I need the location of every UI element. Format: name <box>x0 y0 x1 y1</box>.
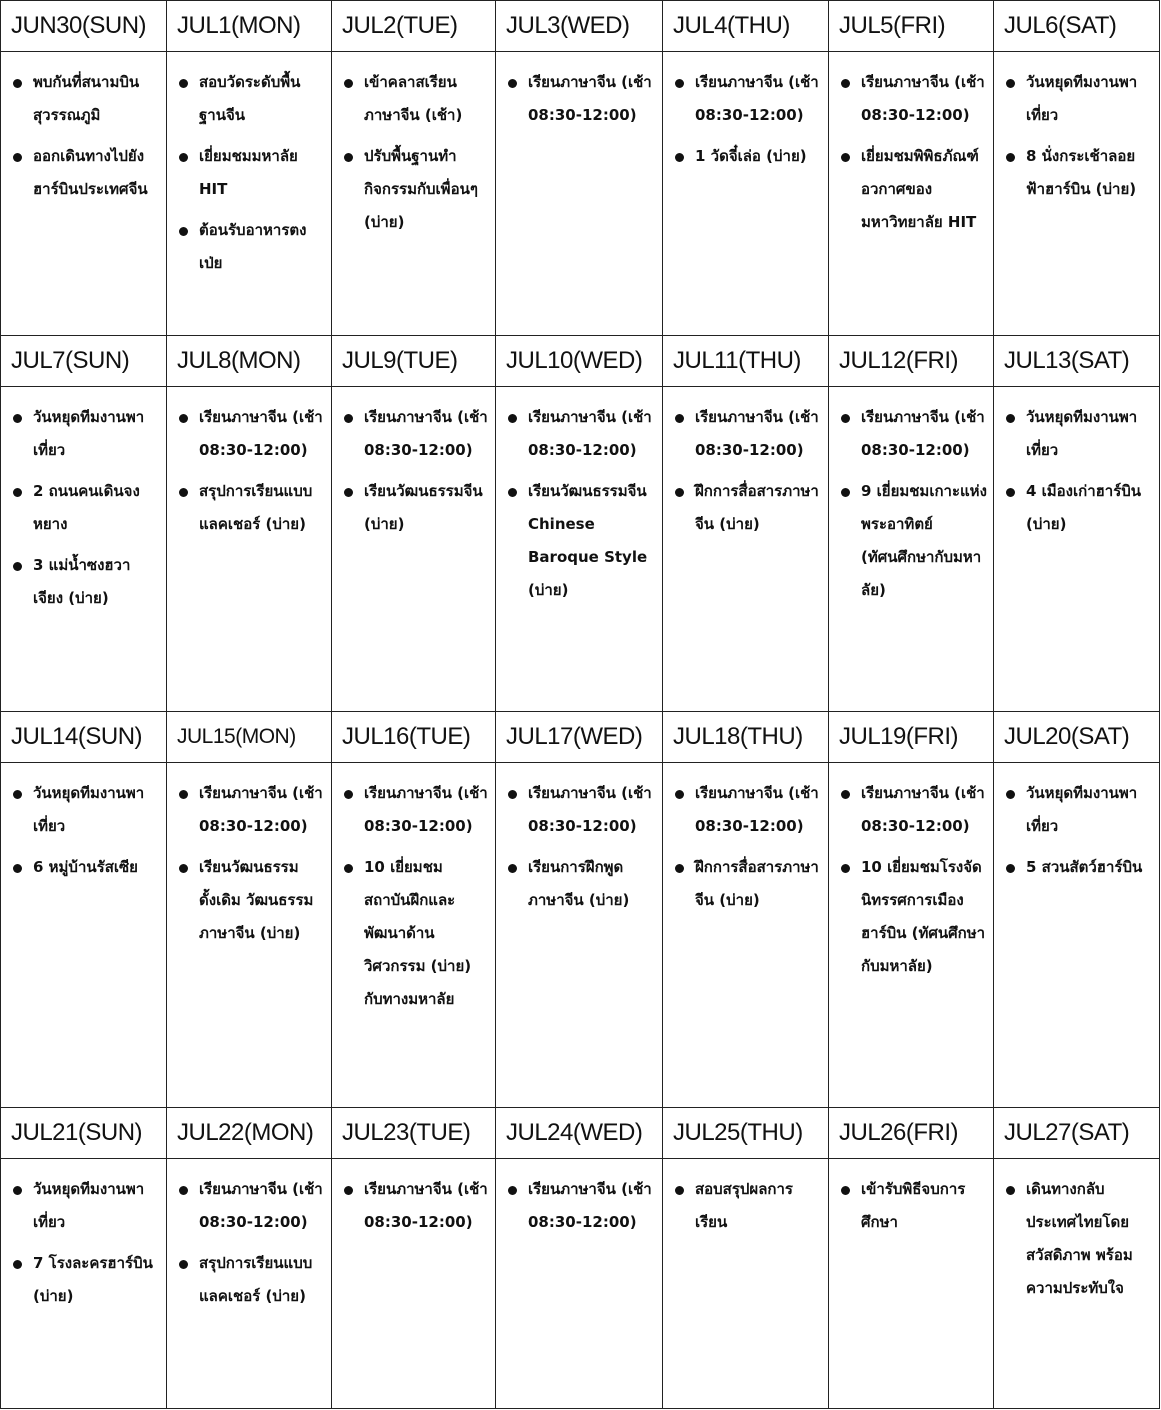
activity-list <box>11 401 160 615</box>
activity-item: เรียนภาษาจีน (เช้า 08:30-12:00) <box>673 777 822 843</box>
activity-list <box>177 1173 325 1313</box>
day-header: JUL11(THU) <box>663 336 829 387</box>
activity-item: เรียนภาษาจีน (เช้า 08:30-12:00) <box>506 66 656 132</box>
day-cell <box>332 387 496 712</box>
activity-item: เรียนภาษาจีน (เช้า 08:30-12:00) <box>839 777 987 843</box>
week-2-body-row <box>1 387 1160 712</box>
activity-item: วันหยุดทีมงานพาเที่ยว <box>11 777 160 843</box>
day-cell <box>663 1159 829 1409</box>
activity-list <box>506 1173 656 1239</box>
day-cell <box>332 52 496 336</box>
activity-item: เดินทางกลับประเทศไทยโดยสวัสดิภาพ พร้อมความประทับใจ <box>1004 1173 1153 1305</box>
activity-item: 7 โรงละครฮาร์บิน (บ่าย) <box>11 1247 160 1313</box>
day-cell <box>496 1159 663 1409</box>
activity-item: เรียนภาษาจีน (เช้า 08:30-12:00) <box>506 1173 656 1239</box>
day-cell <box>1 52 167 336</box>
week-2-header-row <box>1 336 1160 387</box>
day-cell <box>829 763 994 1108</box>
activity-item: วันหยุดทีมงานพาเที่ยว <box>1004 401 1153 467</box>
activity-item: 9 เยี่ยมชมเกาะแห่งพระอาทิตย์ (ทัศนศึกษากับมหาลัย) <box>839 475 987 607</box>
day-cell <box>167 52 332 336</box>
day-cell <box>496 52 663 336</box>
activity-item: เรียนภาษาจีน (เช้า 08:30-12:00) <box>342 401 489 467</box>
activity-list <box>839 777 987 983</box>
activity-item: วันหยุดทีมงานพาเที่ยว <box>1004 777 1153 843</box>
activity-item: 10 เยี่ยมชมสถาบันฝึกและพัฒนาด้านวิศวกรรม (บ่าย) กับทางมหาลัย <box>342 851 489 1016</box>
activity-list <box>506 66 656 132</box>
week-3-header-row <box>1 712 1160 763</box>
activity-item: เรียนภาษาจีน (เช้า 08:30-12:00) <box>839 401 987 467</box>
day-header: JUL9(TUE) <box>332 336 496 387</box>
activity-item: ฝึกการสื่อสารภาษาจีน (บ่าย) <box>673 851 822 917</box>
week-4-header-row <box>1 1108 1160 1159</box>
day-header: JUL25(THU) <box>663 1108 829 1159</box>
activity-item: เรียนภาษาจีน (เช้า 08:30-12:00) <box>673 401 822 467</box>
activity-list <box>1004 1173 1153 1305</box>
day-header: JUL27(SAT) <box>994 1108 1160 1159</box>
activity-item: เรียนภาษาจีน (เช้า 08:30-12:00) <box>839 66 987 132</box>
week-1-body-row <box>1 52 1160 336</box>
activity-item: สรุปการเรียนแบบแลคเชอร์ (บ่าย) <box>177 1247 325 1313</box>
day-cell <box>1 1159 167 1409</box>
activity-item: เรียนวัฒนธรรมดั้งเดิม วัฒนธรรมภาษาจีน (บ่าย) <box>177 851 325 950</box>
activity-list <box>11 1173 160 1313</box>
activity-list <box>11 66 160 206</box>
activity-list <box>839 401 987 607</box>
activity-item: เรียนการฝึกพูดภาษาจีน (บ่าย) <box>506 851 656 917</box>
activity-list <box>673 66 822 173</box>
activity-item: เรียนวัฒนธรรมจีน (บ่าย) <box>342 475 489 541</box>
day-header: JUL19(FRI) <box>829 712 994 763</box>
activity-list <box>11 777 160 884</box>
activity-item: วันหยุดทีมงานพาเที่ยว <box>11 401 160 467</box>
activity-list <box>673 777 822 917</box>
day-cell <box>167 763 332 1108</box>
day-header: JUL24(WED) <box>496 1108 663 1159</box>
day-cell <box>994 763 1160 1108</box>
day-header: JUL6(SAT) <box>994 1 1160 52</box>
activity-item: 2 ถนนคนเดินจงหยาง <box>11 475 160 541</box>
activity-item: เข้าคลาสเรียนภาษาจีน (เช้า) <box>342 66 489 132</box>
day-cell <box>332 763 496 1108</box>
activity-item: 5 สวนสัตว์ฮาร์บิน <box>1004 851 1153 884</box>
activity-item: เรียนภาษาจีน (เช้า 08:30-12:00) <box>177 1173 325 1239</box>
day-header: JUL15(MON) <box>167 712 332 763</box>
activity-item: 4 เมืองเก่าฮาร์บิน (บ่าย) <box>1004 475 1153 541</box>
day-cell <box>167 387 332 712</box>
activity-item: เรียนภาษาจีน (เช้า 08:30-12:00) <box>673 66 822 132</box>
activity-item: สอบวัดระดับพื้นฐานจีน <box>177 66 325 132</box>
day-header: JUL23(TUE) <box>332 1108 496 1159</box>
day-header: JUL18(THU) <box>663 712 829 763</box>
activity-item: 1 วัดจี๋เล่อ (บ่าย) <box>673 140 822 173</box>
activity-item: วันหยุดทีมงานพาเที่ยว <box>11 1173 160 1239</box>
activity-item: 6 หมู่บ้านรัสเซีย <box>11 851 160 884</box>
day-cell <box>663 52 829 336</box>
day-header: JUL7(SUN) <box>1 336 167 387</box>
day-cell <box>663 387 829 712</box>
day-header: JUL2(TUE) <box>332 1 496 52</box>
day-header: JUL1(MON) <box>167 1 332 52</box>
day-cell <box>332 1159 496 1409</box>
day-header: JUL5(FRI) <box>829 1 994 52</box>
day-cell <box>167 1159 332 1409</box>
activity-list <box>673 401 822 541</box>
activity-item: เรียนภาษาจีน (เช้า 08:30-12:00) <box>177 777 325 843</box>
activity-item: เรียนภาษาจีน (เช้า 08:30-12:00) <box>177 401 325 467</box>
day-header: JUL10(WED) <box>496 336 663 387</box>
activity-item: ฝึกการสื่อสารภาษาจีน (บ่าย) <box>673 475 822 541</box>
activity-list <box>673 1173 822 1239</box>
activity-list <box>342 1173 489 1239</box>
day-header: JUL12(FRI) <box>829 336 994 387</box>
activity-item: พบกันที่สนามบินสุวรรณภูมิ <box>11 66 160 132</box>
day-cell <box>994 1159 1160 1409</box>
day-header: JUL17(WED) <box>496 712 663 763</box>
day-cell <box>1 763 167 1108</box>
activity-item: ต้อนรับอาหารตงเป่ย <box>177 214 325 280</box>
activity-list <box>839 66 987 239</box>
activity-list <box>342 401 489 541</box>
day-cell <box>829 387 994 712</box>
day-header: JUL14(SUN) <box>1 712 167 763</box>
activity-item: เรียนวัฒนธรรมจีน Chinese Baroque Style (บ่าย) <box>506 475 656 607</box>
activity-item: เรียนภาษาจีน (เช้า 08:30-12:00) <box>342 1173 489 1239</box>
day-cell <box>1 387 167 712</box>
activity-list <box>1004 777 1153 884</box>
day-cell <box>829 52 994 336</box>
week-3-body-row <box>1 763 1160 1108</box>
activity-item: เรียนภาษาจีน (เช้า 08:30-12:00) <box>342 777 489 843</box>
day-header: JUL4(THU) <box>663 1 829 52</box>
day-header: JUL13(SAT) <box>994 336 1160 387</box>
activity-list <box>177 401 325 541</box>
activity-item: สอบสรุปผลการเรียน <box>673 1173 822 1239</box>
activity-item: 8 นั่งกระเช้าลอยฟ้าฮาร์บิน (บ่าย) <box>1004 140 1153 206</box>
activity-list <box>177 777 325 950</box>
day-cell <box>496 387 663 712</box>
day-header: JUL22(MON) <box>167 1108 332 1159</box>
day-header: JUL20(SAT) <box>994 712 1160 763</box>
day-header: JUN30(SUN) <box>1 1 167 52</box>
activity-item: เรียนภาษาจีน (เช้า 08:30-12:00) <box>506 777 656 843</box>
day-cell <box>994 52 1160 336</box>
activity-item: 10 เยี่ยมชมโรงจัดนิทรรศการเมืองฮาร์บิน (ทัศนศึกษากับมหาลัย) <box>839 851 987 983</box>
day-header: JUL16(TUE) <box>332 712 496 763</box>
week-4-body-row <box>1 1159 1160 1409</box>
activity-list <box>342 777 489 1016</box>
activity-item: สรุปการเรียนแบบแลคเชอร์ (บ่าย) <box>177 475 325 541</box>
day-cell <box>994 387 1160 712</box>
activity-item: ออกเดินทางไปยังฮาร์บินประเทศจีน <box>11 140 160 206</box>
activity-item: 3 แม่น้ำซงฮวาเจียง (บ่าย) <box>11 549 160 615</box>
day-cell <box>663 763 829 1108</box>
activity-list <box>1004 401 1153 541</box>
activity-item: วันหยุดทีมงานพาเที่ยว <box>1004 66 1153 132</box>
day-header: JUL26(FRI) <box>829 1108 994 1159</box>
day-header: JUL8(MON) <box>167 336 332 387</box>
activity-item: เยี่ยมชมมหาลัย HIT <box>177 140 325 206</box>
activity-list <box>1004 66 1153 206</box>
activity-item: ปรับพื้นฐานทำกิจกรรมกับเพื่อนๆ (บ่าย) <box>342 140 489 239</box>
activity-item: เยี่ยมชมพิพิธภัณฑ์อวกาศของมหาวิทยาลัย HIT <box>839 140 987 239</box>
activity-list <box>177 66 325 280</box>
activity-list <box>342 66 489 239</box>
activity-list <box>506 777 656 917</box>
day-header: JUL3(WED) <box>496 1 663 52</box>
activity-list <box>506 401 656 607</box>
day-cell <box>496 763 663 1108</box>
day-cell <box>829 1159 994 1409</box>
day-header: JUL21(SUN) <box>1 1108 167 1159</box>
activity-item: เรียนภาษาจีน (เช้า 08:30-12:00) <box>506 401 656 467</box>
week-1-header-row <box>1 1 1160 52</box>
activity-item: เข้ารับพิธีจบการศึกษา <box>839 1173 987 1239</box>
activity-list <box>839 1173 987 1239</box>
